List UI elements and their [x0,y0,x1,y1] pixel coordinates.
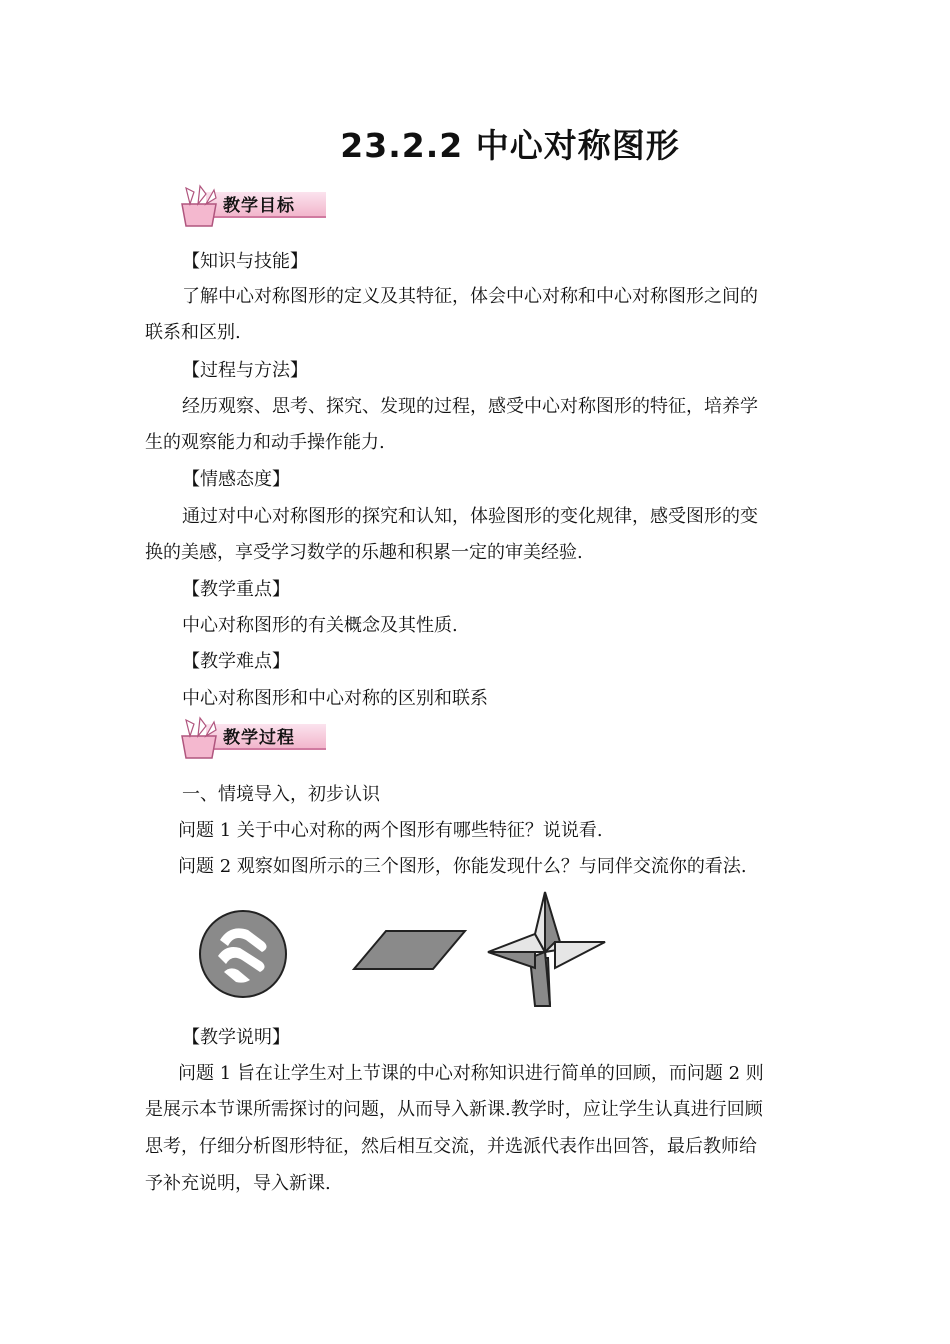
focus-heading: 【教学重点】 [182,579,290,600]
knowledge-line-1: 了解中心对称图形的定义及其特征，体会中心对称和中心对称图形之间的 [182,286,758,307]
emotion-heading: 【情感态度】 [182,469,290,490]
question-2: 问题 2 观察如图所示的三个图形，你能发现什么？与同伴交流你的看法. [178,856,747,877]
explain-line-4: 予补充说明，导入新课. [145,1173,331,1194]
figures-row [190,888,620,1013]
knowledge-line-2: 联系和区别. [145,322,241,343]
page-title: 23.2.2 中心对称图形 [340,126,680,165]
question-1: 问题 1 关于中心对称的两个图形有哪些特征？说说看. [178,820,603,841]
pinwheel-figure [488,892,605,1006]
pencil-cup-icon [176,716,226,760]
process-heading: 【过程与方法】 [182,360,308,381]
logo-circle-figure [200,911,286,997]
section-1-heading: 一、情境导入，初步认识 [182,784,380,805]
section-banner-process [176,716,328,760]
explain-heading: 【教学说明】 [182,1027,290,1048]
difficulty-text: 中心对称图形和中心对称的区别和联系 [182,688,488,709]
section-banner-objectives [176,184,328,228]
banner-label: 教学目标 [223,196,295,216]
explain-line-3: 思考，仔细分析图形特征，然后相互交流，并选派代表作出回答，最后教师给 [145,1136,757,1157]
process-line-1: 经历观察、思考、探究、发现的过程，感受中心对称图形的特征，培养学 [182,396,758,417]
knowledge-heading: 【知识与技能】 [182,251,308,272]
emotion-line-2: 换的美感，享受学习数学的乐趣和积累一定的审美经验. [145,542,583,563]
explain-line-1: 问题 1 旨在让学生对上节课的中心对称知识进行简单的回顾，而问题 2 则 [178,1063,764,1084]
process-line-2: 生的观察能力和动手操作能力. [145,432,385,453]
difficulty-heading: 【教学难点】 [182,651,290,672]
parallelogram-figure [354,931,465,969]
emotion-line-1: 通过对中心对称图形的探究和认知，体验图形的变化规律，感受图形的变 [182,506,758,527]
explain-line-2: 是展示本节课所需探讨的问题，从而导入新课.教学时，应让学生认真进行回顾 [145,1099,763,1120]
focus-text: 中心对称图形的有关概念及其性质. [182,615,458,636]
pencil-cup-icon [176,184,226,228]
banner-label: 教学过程 [223,728,295,748]
